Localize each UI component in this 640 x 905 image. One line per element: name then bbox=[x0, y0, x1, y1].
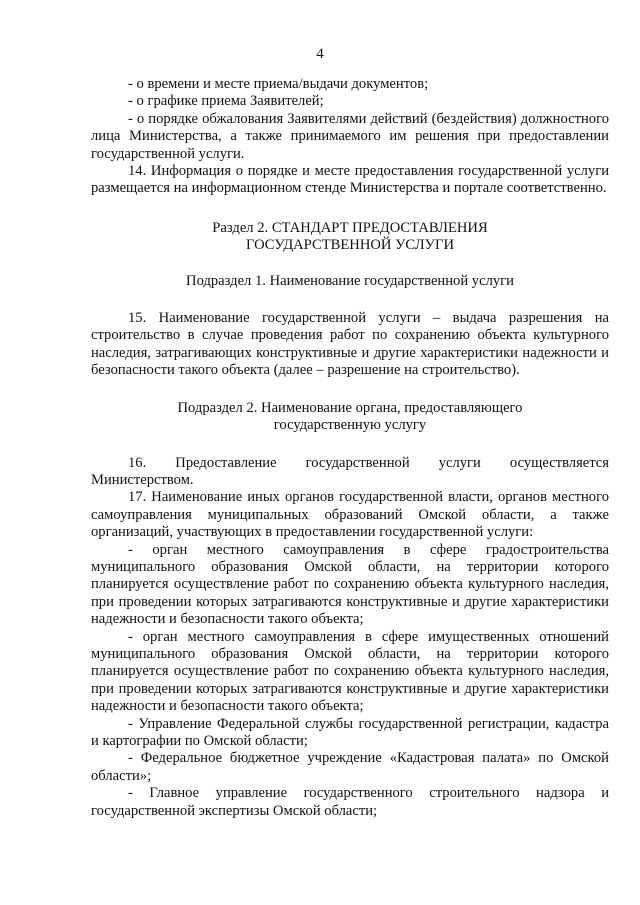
page-number: 4 bbox=[316, 46, 324, 62]
section-heading-line2: ГОСУДАРСТВЕННОЙ УСЛУГИ bbox=[246, 237, 454, 254]
paragraph-15: 15. Наименование государственной услуги – выдача разрешения на строительство в случае проведения работ по сохранению объекта культурного наследия, затрагивающих конструктивные и другие характеристики надежности и безопасности такого объекта (далее – разрешение на строительство). bbox=[91, 310, 609, 379]
list-item-cadastral-chamber: - Федеральное бюджетное учреждение «Кадастровая палата» по Омской области»; bbox=[91, 750, 609, 784]
paragraph-14: 14. Информация о порядке и месте предоставления государственной услуги размещается на информационном стенде Министерства и портале соответственно. bbox=[91, 163, 609, 197]
list-item-reception-schedule: - о графике приема Заявителей; bbox=[128, 93, 324, 110]
paragraph-17: 17. Наименование иных органов государственной власти, органов местного самоуправления муниципальных образований Омской области, а также организаций, участвующих в предоставлении государственной услуги: bbox=[91, 489, 609, 541]
section-heading-line1: Раздел 2. СТАНДАРТ ПРЕДОСТАВЛЕНИЯ bbox=[212, 219, 488, 236]
list-item-urban-planning-body: - орган местного самоуправления в сфере градостроительства муниципального образования Омской области, на территории которого планируется осуществление работ по сохранению объекта культурного наследия, при проведении которых затрагиваются конструктивные и другие характеристики надежности и безопасности такого объекта; bbox=[91, 541, 609, 628]
list-item-construction-supervision: - Главное управление государственного строительного надзора и государственной экспертизы Омской области; bbox=[91, 785, 609, 819]
paragraph-16: 16. Предоставление государственной услуги осуществляется Министерством. bbox=[91, 454, 609, 488]
subsection2-heading-line2: государственную услугу bbox=[273, 417, 427, 434]
list-item-appeal-procedure: - о порядке обжалования Заявителями действий (бездействия) должностного лица Министерства, а также принимаемого им решения при предоставлении государственной услуги. bbox=[91, 110, 609, 162]
document-body bbox=[91, 76, 609, 820]
list-item-property-relations-body: - орган местного самоуправления в сфере имущественных отношений муниципального образования Омской области, на территории которого планируется осуществление работ по сохранению объекта культурного наследия, при проведении которых затрагиваются конструктивные и другие характеристики надежности и безопасности такого объекта; bbox=[91, 628, 609, 715]
subsection2-heading-line1: Подраздел 2. Наименование органа, предоставляющего bbox=[177, 399, 523, 416]
list-item-rosreestr: - Управление Федеральной службы государственной регистрации, кадастра и картографии по Омской области; bbox=[91, 715, 609, 749]
list-item-reception-time: - о времени и месте приема/выдачи документов; bbox=[128, 76, 429, 92]
subsection1-heading: Подраздел 1. Наименование государственной услуги bbox=[186, 272, 514, 289]
